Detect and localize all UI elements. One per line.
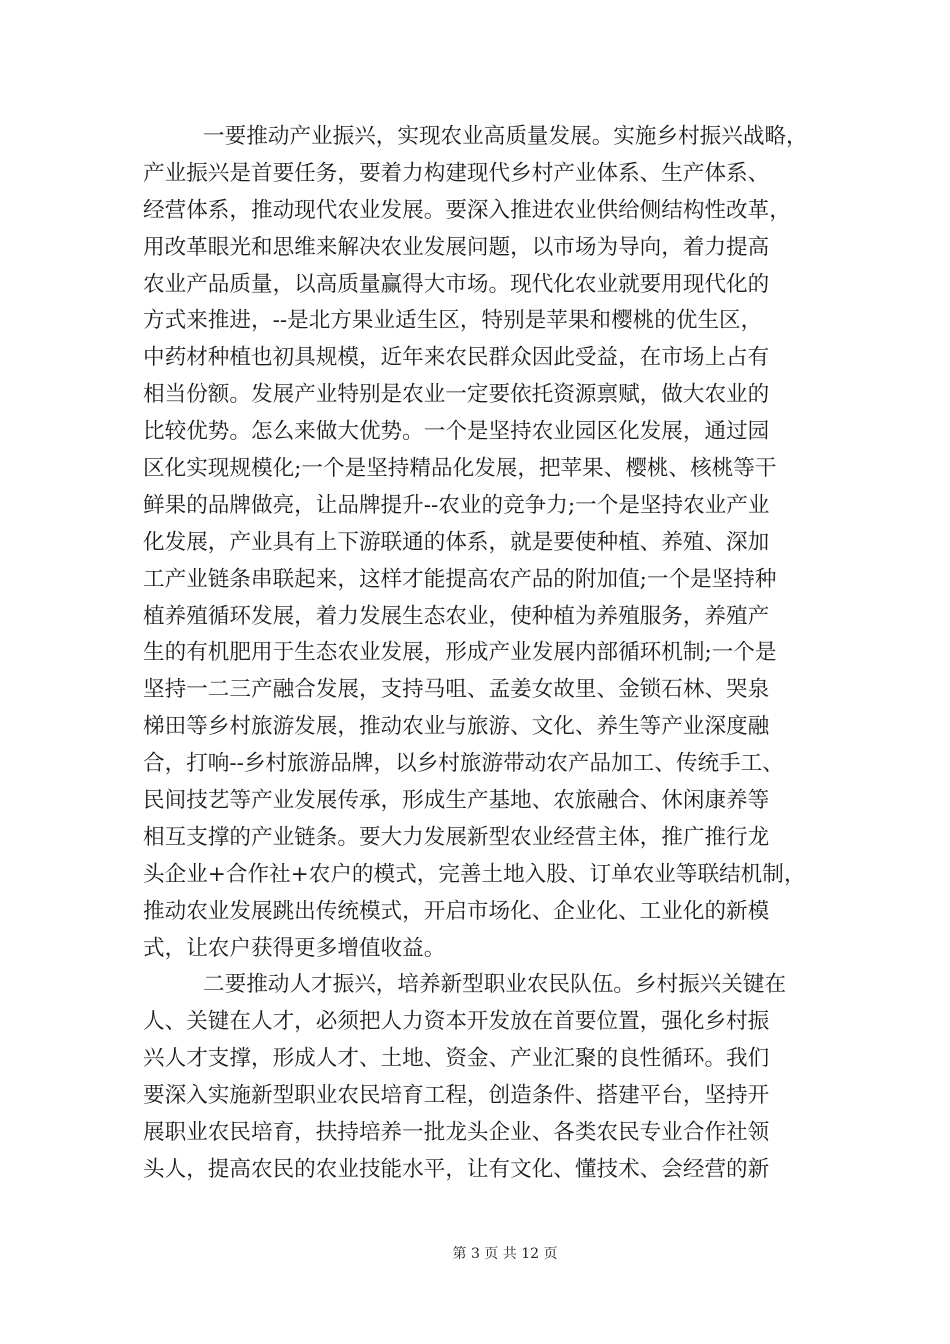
paragraph-2 — [143, 967, 811, 1188]
text-line: 产业振兴是首要任务，要着力构建现代乡村产业体系、生产体系、 — [143, 160, 770, 186]
text-line: 化发展，产业具有上下游联通的体系，就是要使种植、养殖、深加 — [143, 529, 770, 555]
body-text — [143, 119, 811, 1189]
text-line: 相互支撑的产业链条。要大力发展新型农业经营主体，推广推行龙 — [143, 824, 770, 850]
text-line: 比较优势。怎么来做大优势。一个是坚持农业园区化发展，通过园 — [143, 419, 770, 445]
text-line: 鲜果的品牌做亮，让品牌提升--农业的竞争力;一个是坚持农业产业 — [143, 492, 770, 518]
text-line: 式，让农户获得更多增值收益。 — [143, 935, 446, 961]
text-line: 二要推动人才振兴，培养新型职业农民队伍。乡村振兴关键在 — [203, 972, 787, 998]
text-line: 人、关键在人才，必须把人力资本开发放在首要位置，强化乡村振 — [143, 1009, 770, 1035]
text-line: 农业产品质量，以高质量赢得大市场。现代化农业就要用现代化的 — [143, 271, 770, 297]
text-line: 推动农业发展跳出传统模式，开启市场化、企业化、工业化的新模 — [143, 898, 770, 924]
text-line: 生的有机肥用于生态农业发展，形成产业发展内部循环机制;一个是 — [143, 640, 777, 666]
paragraph-1 — [143, 119, 811, 967]
text-line: 一要推动产业振兴，实现农业高质量发展。实施乡村振兴战略， — [203, 124, 808, 149]
text-line: 兴人才支撑，形成人才、土地、资金、产业汇聚的良性循环。我们 — [143, 1046, 770, 1072]
text-line: 头人，提高农民的农业技能水平，让有文化、懂技术、会经营的新 — [143, 1156, 770, 1182]
text-line: 要深入实施新型职业农民培育工程，创造条件、搭建平台，坚持开 — [143, 1083, 770, 1109]
text-line: 民间技艺等产业发展传承，形成生产基地、农旅融合、休闲康养等 — [143, 788, 770, 814]
text-line: 梯田等乡村旅游发展，推动农业与旅游、文化、养生等产业深度融 — [143, 714, 770, 740]
text-line: 头企业+合作社+农户的模式，完善土地入股、订单农业等联结机制， — [143, 861, 806, 887]
text-line: 植养殖循环发展，着力发展生态农业，使种植为养殖服务，养殖产 — [143, 603, 770, 629]
text-line: 工产业链条串联起来，这样才能提高农产品的附加值;一个是坚持种 — [143, 566, 777, 592]
text-line: 中药材种植也初具规模，近年来农民群众因此受益，在市场上占有 — [143, 345, 770, 371]
text-line: 相当份额。发展产业特别是农业一定要依托资源禀赋，做大农业的 — [143, 382, 770, 408]
text-line: 经营体系，推动现代农业发展。要深入推进农业供给侧结构性改革， — [143, 197, 791, 223]
text-line: 展职业农民培育，扶持培养一批龙头企业、各类农民专业合作社领 — [143, 1120, 770, 1146]
text-line: 坚持一二三产融合发展，支持马咀、孟姜女故里、金锁石林、哭泉 — [143, 677, 770, 703]
page-number-footer: 第 3 页 共 12 页 — [452, 1246, 558, 1262]
text-line: 区化实现规模化;一个是坚持精品化发展，把苹果、樱桃、核桃等干 — [143, 456, 777, 482]
text-line: 方式来推进，--是北方果业适生区，特别是苹果和樱桃的优生区， — [143, 308, 763, 334]
text-line: 用改革眼光和思维来解决农业发展问题，以市场为导向，着力提高 — [143, 234, 770, 260]
text-line: 合，打响--乡村旅游品牌，以乡村旅游带动农产品加工、传统手工、 — [143, 751, 784, 777]
